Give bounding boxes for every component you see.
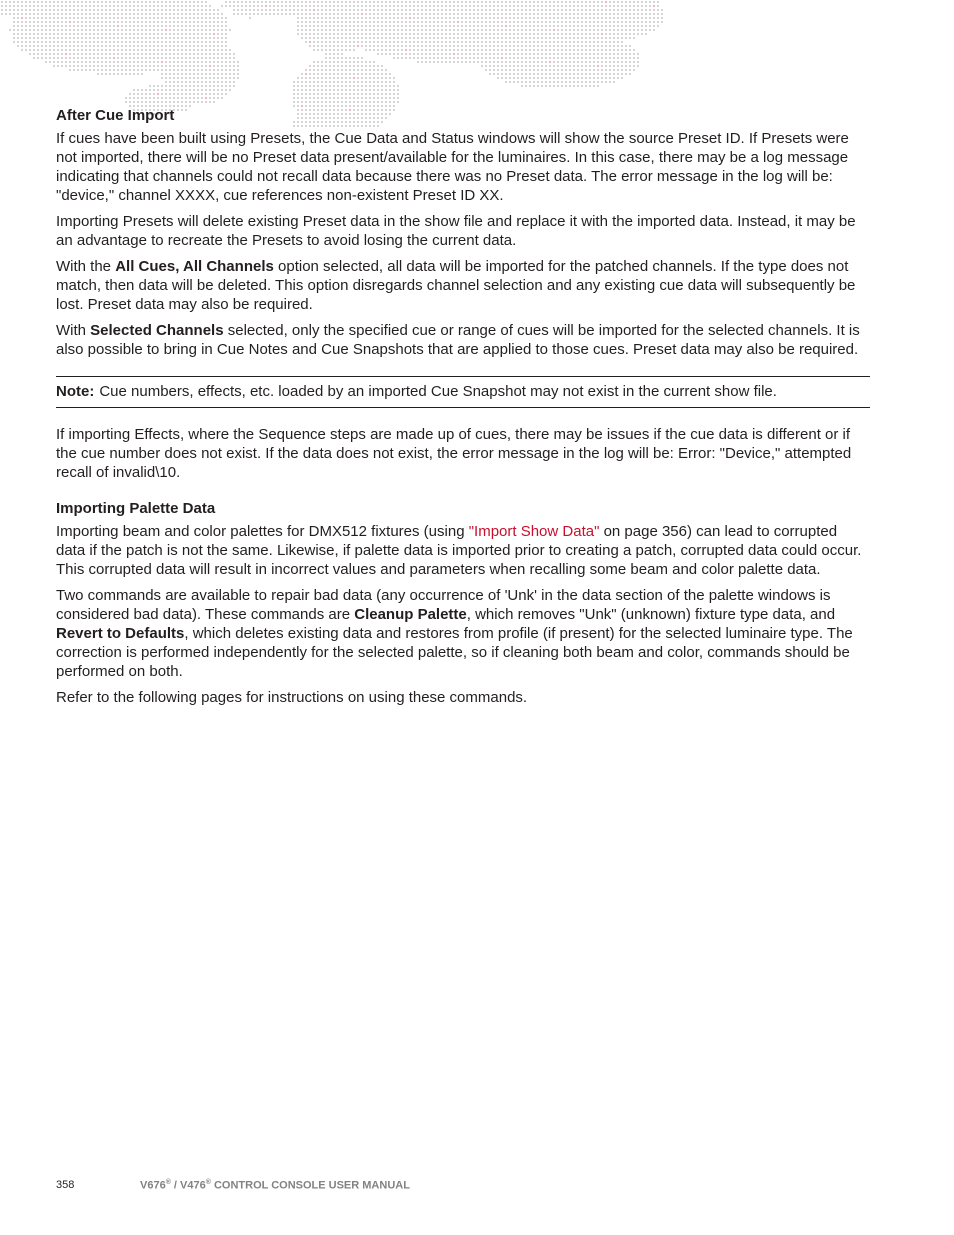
text: With xyxy=(56,322,91,339)
registered-mark: ® xyxy=(205,1179,211,1186)
note-box xyxy=(56,376,870,408)
footer-title-text: CONTROL CONSOLE USER MANUAL xyxy=(210,1179,410,1192)
command-cleanup-palette: Cleanup Palette xyxy=(354,606,467,623)
text: With the xyxy=(56,258,116,275)
text: , which removes "Unk" (unknown) fixture type data, and xyxy=(466,606,836,623)
paragraph-preset-id: If cues have been built using Presets, the Cue Data and Status windows will show the source Preset ID. If Presets were not imported, there will be no Preset data present/available for the luminaires. In this case, there may be a log message indicating that channels could not recall data because there was no Preset data. The error message in the log will be: "device," channel XXXX, cue references non-existent Preset ID XX. xyxy=(56,130,849,204)
paragraph-selected-channels xyxy=(56,321,870,359)
page-number: 358 xyxy=(56,1179,75,1191)
footer-model-2: / V476 xyxy=(170,1179,206,1192)
option-name-all-cues-all-channels: All Cues, All Channels xyxy=(115,258,274,275)
paragraph-palette-import xyxy=(56,522,870,579)
section-heading-after-cue-import: After Cue Import xyxy=(56,107,175,124)
text: , which deletes existing data and restores from profile (if present) for the selected luminaire type. The correction is performed independently for the selected palette, so if cleaning both beam and color, commands should be performed on both. xyxy=(56,625,853,680)
page-content xyxy=(56,106,870,714)
option-name-selected-channels: Selected Channels xyxy=(90,322,224,339)
paragraph-all-cues-all-channels xyxy=(56,257,870,314)
import-show-data-link[interactable]: "Import Show Data" xyxy=(468,523,600,540)
note-text: Cue numbers, effects, etc. loaded by an imported Cue Snapshot may not exist in the current show file. xyxy=(99,383,777,400)
footer-manual-title xyxy=(140,1179,410,1192)
text: on page 356) can lead to corrupted data if the patch is not the same. Likewise, if palette data is imported prior to creating a patch, corrupted data could occur. This corrupted data will result in incorrect values and parameters when recalling some beam and color palette data. xyxy=(56,523,862,578)
text: selected, only the specified cue or range of cues will be imported for the selected channels. It is also possible to bring in Cue Notes and Cue Snapshots that are applied to those cues. Preset data may also be required. xyxy=(56,322,860,358)
paragraph-refer-following: Refer to the following pages for instructions on using these commands. xyxy=(56,689,528,706)
command-revert-to-defaults: Revert to Defaults xyxy=(56,625,185,642)
paragraph-repair-commands xyxy=(56,586,870,681)
registered-mark: ® xyxy=(165,1179,171,1186)
text: option selected, all data will be imported for the patched channels. If the type does not match, then data will be deleted. This option disregards channel selection and any existing cue data will subsequently be lost. Preset data may also be required. xyxy=(56,258,856,313)
paragraph-importing-effects: If importing Effects, where the Sequence steps are made up of cues, there may be issues if the cue data is different or if the cue number does not exist. If the data does not exist, the error message in the log will be: Error: "Device," attempted recall of invalid\10. xyxy=(56,426,852,481)
note-label: Note: xyxy=(56,383,95,400)
text: Importing beam and color palettes for DMX512 fixtures (using xyxy=(56,523,469,540)
text: Two commands are available to repair bad data (any occurrence of 'Unk' in the data section of the palette windows is considered bad data). These commands are xyxy=(56,587,831,623)
paragraph-importing-presets: Importing Presets will delete existing Preset data in the show file and replace it with the imported data. Instead, it may be an advantage to recreate the Presets to avoid losing the current data. xyxy=(56,213,856,249)
footer-model: V676 xyxy=(140,1179,166,1192)
section-heading-importing-palette-data: Importing Palette Data xyxy=(56,500,216,517)
